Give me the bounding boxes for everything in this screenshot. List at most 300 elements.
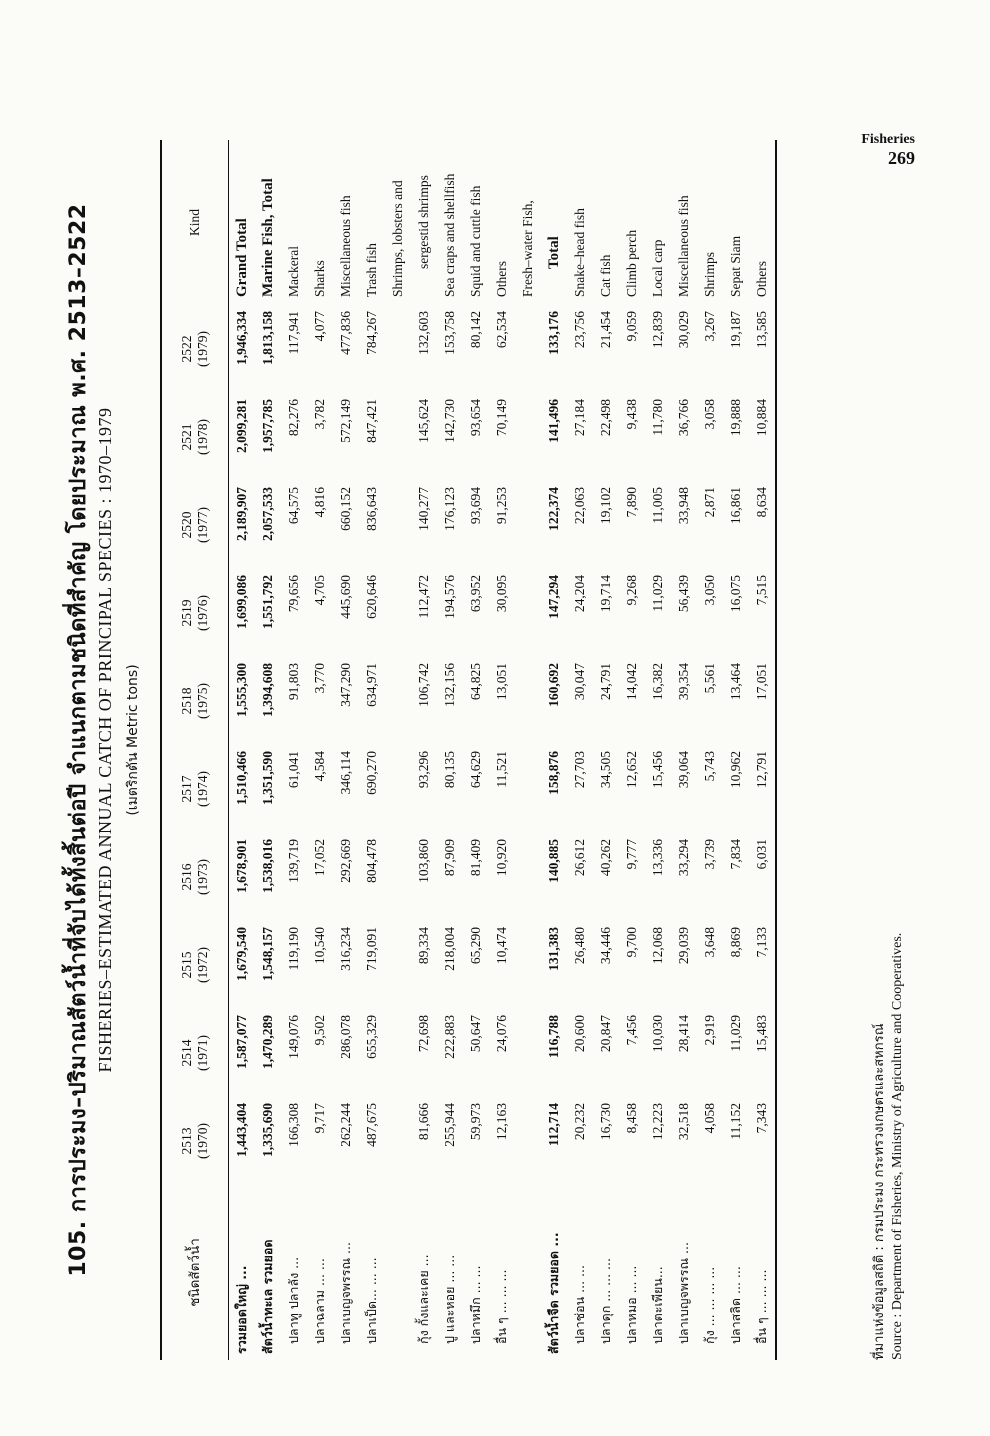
year-ce: (1975): [195, 683, 210, 719]
cell-value: 12,068: [650, 927, 665, 965]
cell-value: 7,890: [624, 487, 639, 518]
cell-value: 7,343: [754, 1103, 769, 1134]
cell-value: 87,909: [442, 839, 457, 877]
row-label-thai: สัตว์น้ำทะเล รวมยอด: [260, 1239, 275, 1354]
row-label-english: Miscellaneous fish: [676, 195, 691, 297]
cell-value: 4,077: [312, 311, 327, 342]
cell-value: [385, 569, 411, 657]
cell-value: 36,766: [676, 399, 691, 437]
table-row: [359, 140, 385, 1360]
cell-value: [385, 481, 411, 569]
cell-value: 1,394,608: [260, 663, 275, 717]
column-header-year: [161, 569, 229, 657]
cell-value: 131,383: [546, 927, 561, 971]
cell-value: 65,290: [468, 927, 483, 965]
source-english: Source : Department of Fisheries, Ministry of Agriculture and Cooperatives.: [890, 932, 905, 1360]
rotated-table-block: [50, 100, 920, 1380]
cell-value: 24,204: [572, 575, 587, 613]
cell-value: 28,414: [676, 1015, 691, 1053]
cell-value: 19,102: [598, 487, 613, 525]
cell-value: 2,871: [702, 487, 717, 518]
cell-value: 286,078: [338, 1015, 353, 1059]
cell-value: 347,290: [338, 663, 353, 707]
column-header-year: [161, 305, 229, 393]
cell-value: [515, 305, 541, 393]
cell-value: 145,624: [416, 399, 431, 443]
column-header-year: [161, 657, 229, 745]
cell-value: 222,883: [442, 1015, 457, 1059]
row-label-english: Local carp: [650, 239, 665, 297]
cell-value: 11,029: [650, 575, 665, 612]
column-header-year: [161, 921, 229, 1009]
cell-value: 572,149: [338, 399, 353, 443]
row-label-english: Sharks: [312, 260, 327, 297]
table-row: [255, 140, 281, 1360]
table-row: [515, 140, 541, 1360]
row-label-thai: ปลาตะเพียน...: [650, 1266, 665, 1344]
cell-value: 56,439: [676, 575, 691, 613]
cell-value: 24,791: [598, 663, 613, 701]
cell-value: 39,354: [676, 663, 691, 701]
year-be: 2516: [179, 863, 194, 891]
cell-value: 80,135: [442, 751, 457, 789]
cell-value: [385, 833, 411, 921]
cell-value: 106,742: [416, 663, 431, 707]
cell-value: 847,421: [364, 399, 379, 443]
row-label-thai: ปลาฉลาม ... ...: [312, 1258, 327, 1344]
cell-value: 15,483: [754, 1015, 769, 1053]
cell-value: 93,654: [468, 399, 483, 437]
cell-value: 79,656: [286, 575, 301, 613]
cell-value: 804,478: [364, 839, 379, 883]
row-label-english: Snake–head fish: [572, 208, 587, 297]
cell-value: 24,076: [494, 1015, 509, 1053]
table-header-row: [161, 140, 229, 1360]
table-row: [411, 140, 437, 1360]
row-label-english: Miscellaneous fish: [338, 195, 353, 297]
cell-value: 22,498: [598, 399, 613, 437]
cell-value: 1,679,540: [234, 927, 249, 981]
row-label-thai: ปลาเบญจพรรณ ...: [338, 1242, 353, 1344]
cell-value: 3,782: [312, 399, 327, 430]
cell-value: [515, 569, 541, 657]
cell-value: [385, 921, 411, 1009]
cell-value: [515, 393, 541, 481]
cell-value: 8,458: [624, 1103, 639, 1134]
cell-value: 93,296: [416, 751, 431, 789]
cell-value: 10,962: [728, 751, 743, 789]
cell-value: 1,678,901: [234, 839, 249, 893]
table-row: [593, 140, 619, 1360]
cell-value: [515, 833, 541, 921]
cell-value: 1,470,289: [260, 1015, 275, 1069]
cell-value: 20,847: [598, 1015, 613, 1053]
cell-value: [385, 745, 411, 833]
cell-value: 255,944: [442, 1103, 457, 1147]
cell-value: 80,142: [468, 311, 483, 349]
cell-value: 119,190: [286, 927, 301, 971]
year-be: 2514: [179, 1039, 194, 1067]
year-be: 2520: [179, 511, 194, 539]
cell-value: 11,005: [650, 487, 665, 524]
year-be: 2517: [179, 775, 194, 803]
table-row: [437, 140, 463, 1360]
cell-value: 133,176: [546, 311, 561, 355]
row-label-thai: [385, 1185, 411, 1360]
table-row: [489, 140, 515, 1360]
column-header-year: [161, 745, 229, 833]
cell-value: 9,268: [624, 575, 639, 606]
column-header-year: [161, 833, 229, 921]
cell-value: 19,888: [728, 399, 743, 437]
row-label-thai: ปลาช่อน ... ...: [572, 1265, 587, 1344]
row-label-thai: ปลาดุก ... ... ...: [598, 1258, 613, 1344]
cell-value: 17,052: [312, 839, 327, 877]
cell-value: 81,409: [468, 839, 483, 877]
cell-value: 39,064: [676, 751, 691, 789]
cell-value: 655,329: [364, 1015, 379, 1059]
cell-value: [515, 657, 541, 745]
cell-value: 33,294: [676, 839, 691, 877]
cell-value: 11,521: [494, 751, 509, 788]
cell-value: 1,555,300: [234, 663, 249, 717]
row-label-english: Sepat Siam: [728, 235, 743, 297]
cell-value: 10,920: [494, 839, 509, 877]
cell-value: 2,099,281: [234, 399, 249, 453]
year-ce: (1971): [195, 1035, 210, 1071]
cell-value: 5,561: [702, 663, 717, 694]
cell-value: 13,336: [650, 839, 665, 877]
cell-value: 12,652: [624, 751, 639, 789]
cell-value: 292,669: [338, 839, 353, 883]
table-row: [749, 140, 776, 1360]
cell-value: 122,374: [546, 487, 561, 531]
page-number: 269: [888, 148, 915, 168]
year-be: 2518: [179, 687, 194, 715]
cell-value: 30,095: [494, 575, 509, 613]
cell-value: 20,600: [572, 1015, 587, 1053]
cell-value: 149,076: [286, 1015, 301, 1059]
table-row: [671, 140, 697, 1360]
cell-value: 139,719: [286, 839, 301, 883]
cell-value: 10,540: [312, 927, 327, 965]
cell-value: 12,163: [494, 1103, 509, 1141]
title-thai: 105. การประมง–ปริมาณสัตว์น้ำที่จับได้ทั้งสิ้นต่อปี จำแนกตามชนิดที่สำคัญ โดยประมาณ พ.ศ. 2513–2522: [66, 203, 91, 1277]
cell-value: 132,603: [416, 311, 431, 355]
cell-value: 30,029: [676, 311, 691, 349]
cell-value: 1,548,157: [260, 927, 275, 981]
cell-value: 13,464: [728, 663, 743, 701]
cell-value: 3,648: [702, 927, 717, 958]
cell-value: 660,152: [338, 487, 353, 531]
cell-value: 166,308: [286, 1103, 301, 1147]
cell-value: 1,699,086: [234, 575, 249, 629]
cell-value: [515, 1097, 541, 1185]
cell-value: 4,058: [702, 1103, 717, 1134]
cell-value: [385, 1009, 411, 1097]
cell-value: [515, 745, 541, 833]
cell-value: 1,510,466: [234, 751, 249, 805]
cell-value: 14,042: [624, 663, 639, 701]
section-name: Fisheries: [861, 132, 915, 147]
cell-value: 1,587,077: [234, 1015, 249, 1069]
cell-value: 116,788: [546, 1015, 561, 1059]
row-label-english: Grand Total: [233, 218, 250, 297]
cell-value: 3,050: [702, 575, 717, 606]
cell-value: 1,946,334: [234, 311, 249, 365]
cell-value: [515, 921, 541, 1009]
cell-value: 10,884: [754, 399, 769, 437]
cell-value: 19,187: [728, 311, 743, 349]
table-row: [333, 140, 359, 1360]
cell-value: 32,518: [676, 1103, 691, 1141]
cell-value: 7,133: [754, 927, 769, 958]
cell-value: [385, 657, 411, 745]
cell-value: 30,047: [572, 663, 587, 701]
row-label-english: Marine Fish, Total: [259, 178, 276, 297]
cell-value: 11,029: [728, 1015, 743, 1052]
cell-value: 23,756: [572, 311, 587, 349]
column-header-english-kind: Kind: [187, 209, 202, 236]
row-label-english: Mackeral: [286, 246, 301, 297]
cell-value: 8,634: [754, 487, 769, 518]
table-row: [619, 140, 645, 1360]
table-row: [385, 140, 411, 1360]
row-label-thai: ปลาสลิด ... ...: [728, 1266, 743, 1344]
table-row: [645, 140, 671, 1360]
cell-value: 27,703: [572, 751, 587, 789]
cell-value: 20,232: [572, 1103, 587, 1141]
row-label-thai: กุ้ง กั้งและเคย ...: [416, 1254, 431, 1344]
cell-value: 15,456: [650, 751, 665, 789]
cell-value: 719,091: [364, 927, 379, 971]
cell-value: 16,075: [728, 575, 743, 613]
cell-value: 690,270: [364, 751, 379, 795]
cell-value: 445,690: [338, 575, 353, 619]
year-ce: (1979): [195, 331, 210, 367]
cell-value: 22,063: [572, 487, 587, 525]
cell-value: 112,714: [546, 1103, 561, 1147]
cell-value: 141,496: [546, 399, 561, 443]
cell-value: 836,643: [364, 487, 379, 531]
cell-value: 9,777: [624, 839, 639, 870]
year-be: 2515: [179, 951, 194, 979]
cell-value: 61,041: [286, 751, 301, 789]
row-label-english: Fresh–water Fish,: [520, 200, 535, 297]
cell-value: 140,885: [546, 839, 561, 883]
cell-value: 2,189,907: [234, 487, 249, 541]
year-be: 2513: [179, 1127, 194, 1155]
cell-value: 17,051: [754, 663, 769, 701]
cell-value: 346,114: [338, 751, 353, 795]
cell-value: 1,957,785: [260, 399, 275, 453]
year-be: 2519: [179, 599, 194, 627]
table-row: [541, 140, 567, 1360]
cell-value: 3,739: [702, 839, 717, 870]
table-row: [281, 140, 307, 1360]
cell-value: 1,351,590: [260, 751, 275, 805]
unit-label: (เมตริกตัน Metric tons): [125, 664, 141, 816]
cell-value: 9,700: [624, 927, 639, 958]
cell-value: 1,443,404: [234, 1103, 249, 1157]
column-header-year: [161, 1009, 229, 1097]
row-label-english: Total: [545, 236, 562, 269]
cell-value: 10,030: [650, 1015, 665, 1053]
year-be: 2521: [179, 423, 194, 451]
cell-value: 12,791: [754, 751, 769, 789]
cell-value: 64,629: [468, 751, 483, 789]
cell-value: [515, 481, 541, 569]
row-label-thai: กุ้ง ... ... ... ...: [702, 1266, 717, 1344]
year-ce: (1976): [195, 595, 210, 631]
cell-value: 64,825: [468, 663, 483, 701]
cell-value: 316,234: [338, 927, 353, 971]
table-row: [307, 140, 333, 1360]
cell-value: [385, 1097, 411, 1185]
row-label-english: Cat fish: [598, 254, 613, 297]
table-row: [567, 140, 593, 1360]
cell-value: 33,948: [676, 487, 691, 525]
cell-value: 1,813,158: [260, 311, 275, 365]
catch-table: [160, 140, 777, 1360]
year-ce: (1970): [195, 1123, 210, 1159]
cell-value: 34,505: [598, 751, 613, 789]
cell-value: 3,058: [702, 399, 717, 430]
column-header-thai-kind: ชนิดสัตว์น้ำ: [187, 1238, 202, 1307]
cell-value: 2,919: [702, 1015, 717, 1046]
cell-value: 487,675: [364, 1103, 379, 1147]
cell-value: 26,612: [572, 839, 587, 877]
cell-value: [385, 393, 411, 481]
table-row: [229, 140, 256, 1360]
cell-value: 29,039: [676, 927, 691, 965]
row-label-english: Shrimps, lobsters and: [390, 180, 405, 297]
cell-value: 27,184: [572, 399, 587, 437]
cell-value: 16,382: [650, 663, 665, 701]
table-row: [723, 140, 749, 1360]
cell-value: 140,277: [416, 487, 431, 531]
cell-value: 62,534: [494, 311, 509, 349]
cell-value: 7,834: [728, 839, 743, 870]
title-english: FISHERIES–ESTIMATED ANNUAL CATCH OF PRINCIPAL SPECIES : 1970–1979: [95, 407, 115, 1073]
table-row: [697, 140, 723, 1360]
cell-value: 10,474: [494, 927, 509, 965]
row-label-english: Sea craps and shellfish: [442, 173, 457, 297]
cell-value: 63,952: [468, 575, 483, 613]
cell-value: 82,276: [286, 399, 301, 437]
cell-value: 5,743: [702, 751, 717, 782]
cell-value: 6,031: [754, 839, 769, 870]
row-label-thai: ปลาทู ปลาลัง ...: [286, 1256, 301, 1344]
cell-value: [385, 305, 411, 393]
cell-value: 16,861: [728, 487, 743, 525]
row-label-english: Others: [754, 261, 769, 297]
cell-value: 26,480: [572, 927, 587, 965]
year-ce: (1972): [195, 947, 210, 983]
cell-value: 12,223: [650, 1103, 665, 1141]
cell-value: 117,941: [286, 311, 301, 355]
row-label-english: Trash fish: [364, 243, 379, 297]
year-ce: (1973): [195, 859, 210, 895]
year-ce: (1974): [195, 771, 210, 807]
row-label-thai: สัตว์น้ำจืด รวมยอด ...: [546, 1232, 561, 1354]
cell-value: 7,515: [754, 575, 769, 606]
row-label-english: Shrimps: [702, 251, 717, 297]
cell-value: 132,156: [442, 663, 457, 707]
column-header-year: [161, 481, 229, 569]
cell-value: 160,692: [546, 663, 561, 707]
row-label-english: Squid and cuttle fish: [468, 185, 483, 297]
cell-value: 8,869: [728, 927, 743, 958]
table-row: [463, 140, 489, 1360]
cell-value: 9,717: [312, 1103, 327, 1134]
table-body: [229, 140, 777, 1360]
cell-value: 634,971: [364, 663, 379, 707]
row-label-thai: ปลาหมอ ... ...: [624, 1265, 639, 1344]
cell-value: [515, 1009, 541, 1097]
source-thai: ที่มาแห่งข้อมูลสถิติ : กรมประมง กระทรวงเกษตรและสหกรณ์: [872, 1023, 887, 1360]
row-label-thai: [515, 1185, 541, 1360]
cell-value: 1,335,690: [260, 1103, 275, 1157]
year-be: 2522: [179, 335, 194, 363]
cell-value: 1,551,792: [260, 575, 275, 629]
cell-value: 153,758: [442, 311, 457, 355]
cell-value: 112,472: [416, 575, 431, 619]
cell-value: 262,244: [338, 1103, 353, 1147]
row-label-thai: ปู และหอย ... ...: [442, 1254, 457, 1344]
cell-value: 91,803: [286, 663, 301, 701]
cell-value: 40,262: [598, 839, 613, 877]
cell-value: 12,839: [650, 311, 665, 349]
cell-value: 9,438: [624, 399, 639, 430]
cell-value: 218,004: [442, 927, 457, 971]
cell-value: 81,666: [416, 1103, 431, 1141]
cell-value: 11,780: [650, 399, 665, 436]
year-ce: (1978): [195, 419, 210, 455]
row-label-thai: ปลาเป็ด... ... ...: [364, 1257, 379, 1344]
cell-value: 9,502: [312, 1015, 327, 1046]
cell-value: 59,973: [468, 1103, 483, 1141]
cell-value: 620,646: [364, 575, 379, 619]
row-label-thai: อื่น ๆ ... ... ...: [494, 1269, 509, 1344]
cell-value: 147,294: [546, 575, 561, 619]
cell-value: 2,057,533: [260, 487, 275, 541]
cell-value: 194,576: [442, 575, 457, 619]
cell-value: 1,538,016: [260, 839, 275, 893]
cell-value: 64,575: [286, 487, 301, 525]
cell-value: 176,123: [442, 487, 457, 531]
cell-value: 89,334: [416, 927, 431, 965]
cell-value: 3,770: [312, 663, 327, 694]
cell-value: 477,836: [338, 311, 353, 355]
row-label-thai: อื่น ๆ ... ... ...: [754, 1269, 769, 1344]
cell-value: 16,730: [598, 1103, 613, 1141]
cell-value: 13,051: [494, 663, 509, 701]
row-label-english: Climb perch: [624, 229, 639, 297]
cell-value: 4,705: [312, 575, 327, 606]
cell-value: 9,059: [624, 311, 639, 342]
cell-value: 4,816: [312, 487, 327, 518]
cell-value: 50,647: [468, 1015, 483, 1053]
cell-value: 142,730: [442, 399, 457, 443]
cell-value: 34,446: [598, 927, 613, 965]
cell-value: 7,456: [624, 1015, 639, 1046]
cell-value: 3,267: [702, 311, 717, 342]
cell-value: 784,267: [364, 311, 379, 355]
cell-value: 158,876: [546, 751, 561, 795]
column-header-year: [161, 393, 229, 481]
cell-value: 103,860: [416, 839, 431, 883]
